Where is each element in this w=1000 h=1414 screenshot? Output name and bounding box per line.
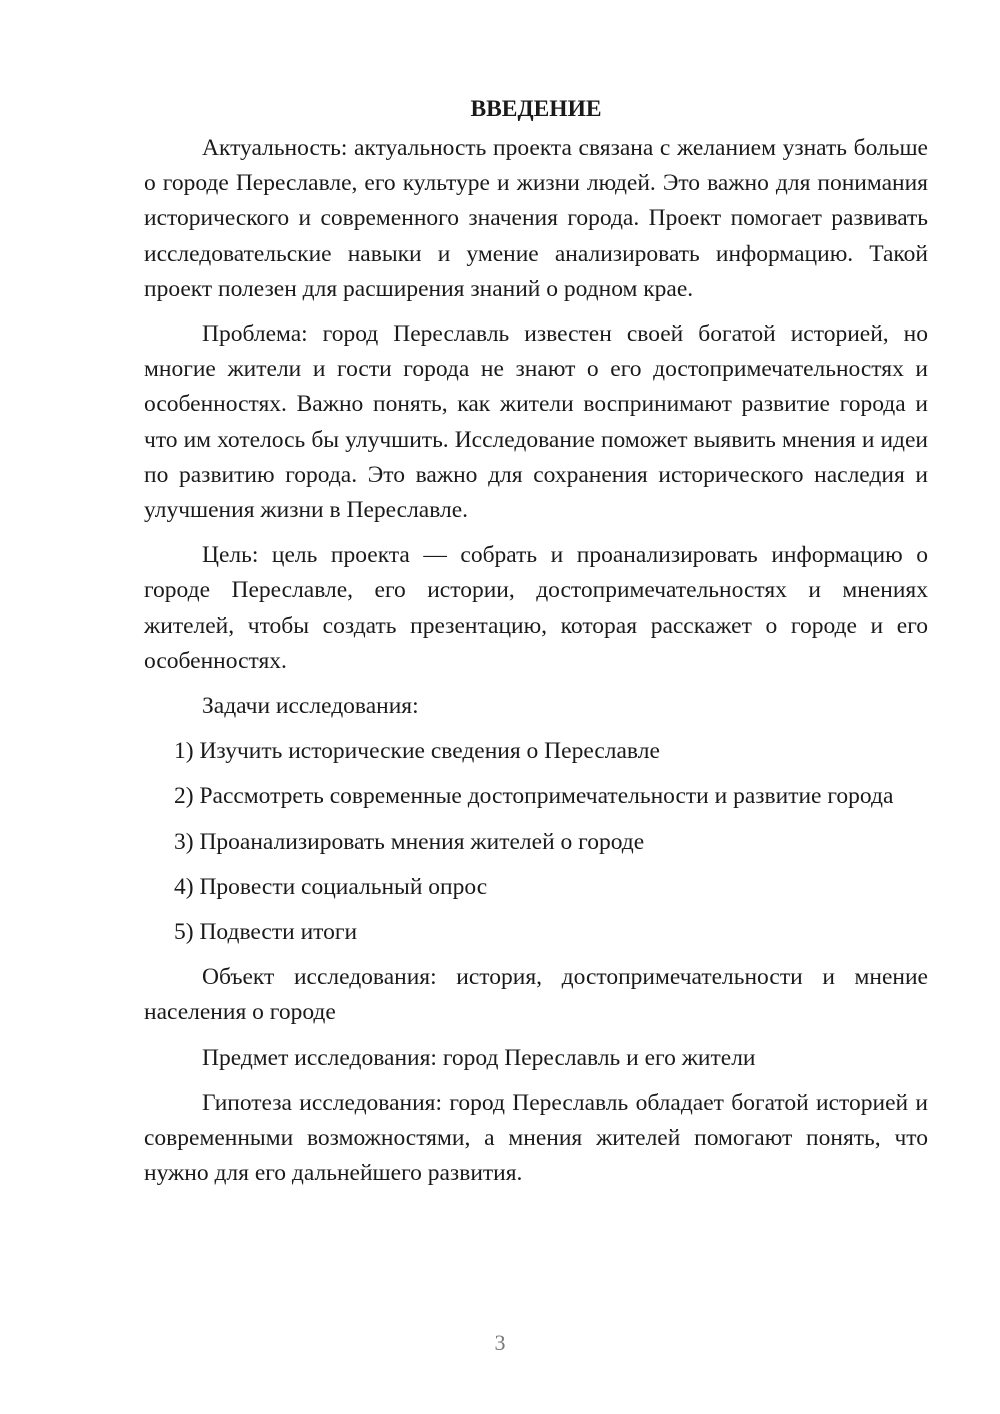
paragraph-problem: Проблема: город Переславль известен своей богатой историей, но многие жители и гости города не знают о его достопримечательностях и особенностях. Важно понять, как жители воспринимают развитие города и что им хотелось бы улучшить. Исследование поможет выявить мнения и идеи по развитию города. Это важно для сохранения исторического наследия и улучшения жизни в Переславле. xyxy=(144,321,928,524)
task-item-4: 4) Провести социальный опрос xyxy=(174,873,488,900)
section-title: ВВЕДЕНИЕ xyxy=(470,96,602,122)
paragraph-relevance: Актуальность: актуальность проекта связана с желанием узнать больше о городе Переславле, его культуре и жизни людей. Это важно для понимания исторического и современного значения города. Проект помогает развивать исследовательские навыки и умение анализировать информацию. Такой проект полезен для расширения знаний о родном крае. xyxy=(144,135,928,302)
task-item-5: 5) Подвести итоги xyxy=(174,919,358,946)
document-page xyxy=(144,92,928,1191)
paragraph-tasks-heading: Задачи исследования: xyxy=(202,693,419,720)
page-number: 3 xyxy=(494,1330,506,1355)
paragraph-goal: Цель: цель проекта — собрать и проанализировать информацию о городе Переславле, его истории, достопримечательностях и мнениях жителей, чтобы создать презентацию, которая расскажет о городе и его особенностях. xyxy=(144,542,928,674)
paragraph-object: Объект исследования: история, достопримечательности и мнение населения о городе xyxy=(144,964,928,1026)
paragraph-subject: Предмет исследования: город Переславль и его жители xyxy=(202,1044,756,1071)
paragraph-hypothesis: Гипотеза исследования: город Переславль обладает богатой историей и современными возможностями, а мнения жителей помогают понять, что нужно для его дальнейшего развития. xyxy=(144,1089,928,1187)
task-item-1: 1) Изучить исторические сведения о Переславле xyxy=(174,738,660,765)
task-item-3: 3) Проанализировать мнения жителей о городе xyxy=(174,828,645,855)
task-item-2: 2) Рассмотреть современные достопримечательности и развитие города xyxy=(174,783,894,810)
